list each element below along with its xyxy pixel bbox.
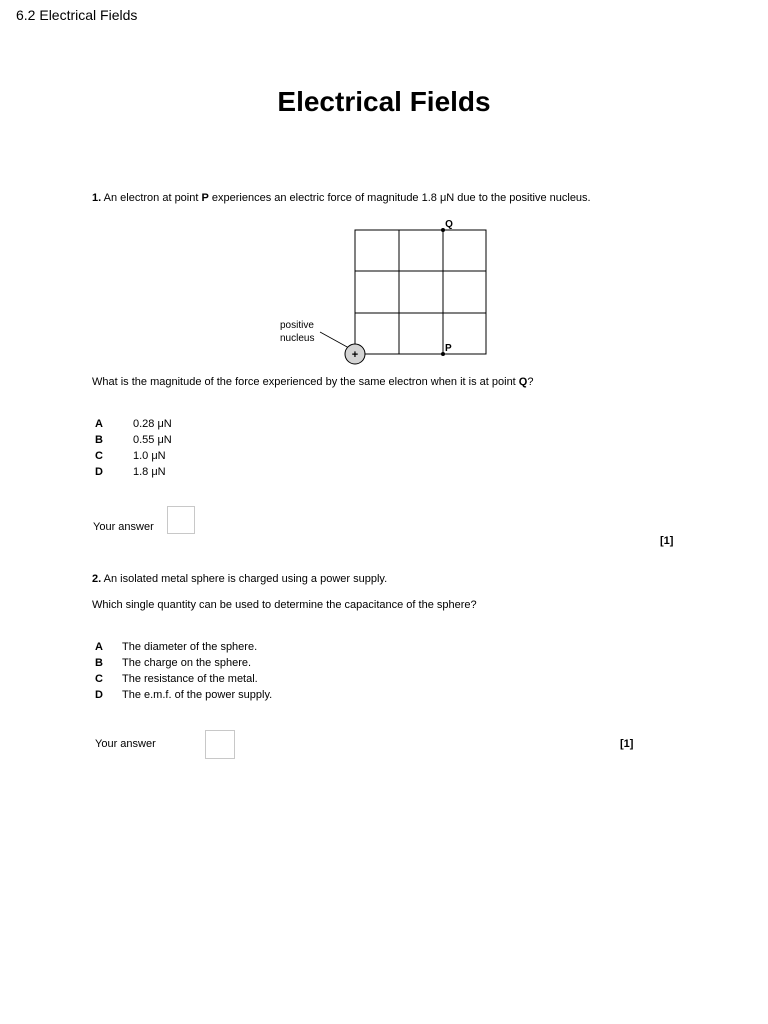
q1-answer-box[interactable] <box>167 506 195 534</box>
q2-option-a-text: The diameter of the sphere. <box>122 641 258 653</box>
q1-option-c-text: 1.0 μN <box>133 450 166 462</box>
nucleus-label-line-1: positive <box>280 320 314 331</box>
q2-option-b-letter: B <box>95 657 103 669</box>
q2-option-c-text: The resistance of the metal. <box>122 673 258 685</box>
document-header-label: 6.2 Electrical Fields <box>16 7 138 23</box>
nucleus-label-line-2: nucleus <box>280 333 315 344</box>
question-1-point-p: P <box>201 192 209 204</box>
q1-marks: [1] <box>660 535 674 547</box>
question-2-stem <box>92 573 387 585</box>
question-1-stem-part-b: experiences an electric force of magnitude 1.8 μN due to the positive nucleus. <box>208 192 591 204</box>
question-1-stem <box>92 192 591 204</box>
q1-option-b-text: 0.55 μN <box>133 434 172 446</box>
q2-option-a-letter: A <box>95 641 103 653</box>
q1-option-d-letter: D <box>95 466 103 478</box>
question-1-number: 1. <box>92 192 102 204</box>
nucleus-sign: + <box>351 349 359 361</box>
q1-option-d-text: 1.8 μN <box>133 466 166 478</box>
question-1-stem-part-a: An electron at point <box>101 192 202 204</box>
question-1-prompt-part-b: ? <box>527 376 534 388</box>
q1-option-a-text: 0.28 μN <box>133 418 172 430</box>
question-1-prompt <box>92 376 533 388</box>
q1-option-c-letter: C <box>95 450 103 462</box>
square-grid <box>355 230 486 354</box>
question-2-stem-text: An isolated metal sphere is charged using a power supply. <box>101 573 388 585</box>
question-2-number: 2. <box>92 573 102 585</box>
q2-answer-box[interactable] <box>205 730 235 759</box>
q2-option-c-letter: C <box>95 673 103 685</box>
q1-answer-label: Your answer <box>93 521 154 533</box>
point-p-label: P <box>445 343 452 354</box>
q2-marks: [1] <box>620 738 634 750</box>
point-q-label: Q <box>445 219 453 230</box>
question-1-point-q: Q <box>518 376 528 388</box>
q2-option-b-text: The charge on the sphere. <box>122 657 252 669</box>
q2-option-d-text: The e.m.f. of the power supply. <box>122 689 273 701</box>
q2-option-d-letter: D <box>95 689 103 701</box>
q1-option-b-letter: B <box>95 434 103 446</box>
page-title: Electrical Fields <box>277 86 491 117</box>
q2-answer-label: Your answer <box>95 738 156 750</box>
grid-diagram <box>270 214 500 366</box>
question-1-prompt-part-a: What is the magnitude of the force experienced by the same electron when it is at point <box>92 376 519 388</box>
q1-option-a-letter: A <box>95 418 103 430</box>
nucleus-pointer-line <box>320 332 349 348</box>
question-2-prompt: Which single quantity can be used to determine the capacitance of the sphere? <box>92 599 477 611</box>
